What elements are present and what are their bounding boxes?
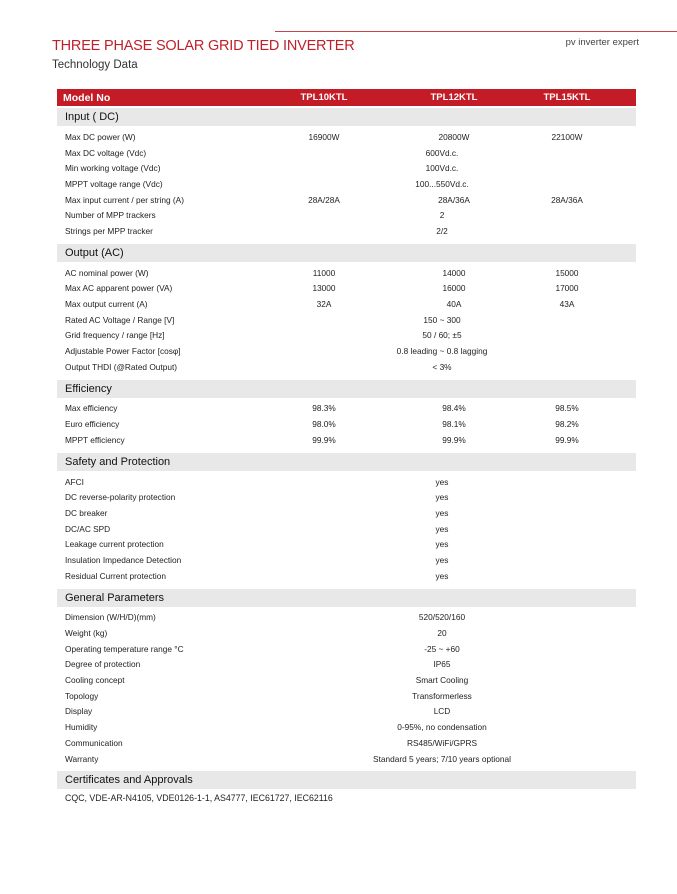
- cell-value: 17000: [555, 283, 579, 294]
- row-label: DC reverse-polarity protection: [65, 492, 176, 503]
- document-title: THREE PHASE SOLAR GRID TIED INVERTER: [52, 38, 355, 54]
- cell-value-shared: 2/2: [436, 225, 448, 236]
- table-row: [57, 281, 636, 297]
- cell-value-shared: -25 ~ +60: [424, 643, 460, 654]
- row-label: Max efficiency: [65, 403, 118, 414]
- table-row: [57, 265, 636, 281]
- row-label: Max output current (A): [65, 299, 148, 310]
- cell-value-shared: Transformerless: [412, 690, 472, 701]
- cell-value: 32A: [316, 299, 332, 310]
- spec-table: [57, 89, 636, 807]
- cell-value-shared: 100...550Vd.c.: [415, 178, 469, 189]
- row-label: DC breaker: [65, 507, 108, 518]
- cell-value: 98.5%: [555, 403, 579, 414]
- row-label: Max input current / per string (A): [65, 194, 184, 205]
- cell-value: 14000: [442, 267, 466, 278]
- cell-value: 28A/36A: [551, 194, 583, 205]
- cell-value-shared: RS485/WiFi/GPRS: [406, 737, 478, 748]
- cell-value: 28A/28A: [308, 194, 340, 205]
- table-row: [57, 719, 636, 735]
- table-row: [57, 536, 636, 552]
- table-row: [57, 505, 636, 521]
- row-label: Display: [65, 706, 93, 717]
- cell-value: 98.0%: [312, 419, 336, 430]
- cell-value-shared: 50 / 60; ±5: [422, 330, 462, 341]
- row-label: Insulation Impedance Detection: [65, 554, 182, 565]
- table-row: [57, 672, 636, 688]
- row-label: Weight (kg): [65, 628, 108, 639]
- cell-value-shared: 0.8 leading ~ 0.8 lagging: [396, 346, 488, 357]
- table-row: [57, 751, 636, 767]
- cell-value: 16900W: [308, 131, 340, 142]
- table-row: [57, 328, 636, 344]
- cell-value-shared: yes: [435, 539, 449, 550]
- certificates-list: CQC, VDE-AR-N4105, VDE0126-1-1, AS4777, IEC61727, IEC62116: [65, 793, 333, 804]
- table-row: [57, 688, 636, 704]
- row-label: Communication: [65, 737, 123, 748]
- table-row: [57, 568, 636, 584]
- table-row: [57, 343, 636, 359]
- cell-value: 15000: [555, 267, 579, 278]
- cell-value-shared: yes: [435, 523, 449, 534]
- row-label: MPPT voltage range (Vdc): [65, 178, 163, 189]
- column-header-tpl12ktl: TPL12KTL: [430, 92, 478, 103]
- row-label: Output THDI (@Rated Output): [65, 361, 178, 372]
- cell-value-shared: Standard 5 years; 7/10 years optional: [373, 753, 511, 764]
- row-label: Operating temperature range °C: [65, 643, 184, 654]
- cell-value: 40A: [446, 299, 462, 310]
- document-subtitle: Technology Data: [52, 59, 138, 71]
- row-label: Humidity: [65, 722, 98, 733]
- cell-value-shared: 150 ~ 300: [423, 314, 461, 325]
- column-header-tpl15ktl: TPL15KTL: [543, 92, 591, 103]
- section-header: Certificates and Approvals: [57, 771, 636, 789]
- table-row: [57, 145, 636, 161]
- row-label: Number of MPP trackers: [65, 210, 156, 221]
- table-row: [57, 176, 636, 192]
- cell-value-shared: yes: [435, 492, 449, 503]
- table-row: [57, 704, 636, 720]
- row-label: Max DC power (W): [65, 131, 136, 142]
- cell-value-shared: 2: [439, 210, 445, 221]
- row-label: Rated AC Voltage / Range [V]: [65, 314, 175, 325]
- section-header: Efficiency: [57, 380, 636, 398]
- cell-value-shared: LCD: [433, 706, 451, 717]
- row-label: Max AC apparent power (VA): [65, 283, 173, 294]
- row-label: Euro efficiency: [65, 419, 120, 430]
- cell-value-shared: < 3%: [432, 361, 452, 372]
- section-rows: [57, 398, 636, 451]
- section-header: Input ( DC): [57, 108, 636, 126]
- row-label: Cooling concept: [65, 675, 125, 686]
- section-rows: [57, 607, 636, 770]
- column-header-tpl10ktl: TPL10KTL: [300, 92, 348, 103]
- cell-value: 16000: [442, 283, 466, 294]
- row-label: Leakage current protection: [65, 539, 164, 550]
- cell-value: 98.2%: [555, 419, 579, 430]
- cell-value-shared: IP65: [433, 659, 451, 670]
- row-label: DC/AC SPD: [65, 523, 111, 534]
- cell-value-shared: Smart Cooling: [415, 675, 469, 686]
- table-row: [57, 416, 636, 432]
- cell-value-shared: yes: [435, 570, 449, 581]
- section-rows: [57, 126, 636, 242]
- table-row: [57, 474, 636, 490]
- table-row: [57, 521, 636, 537]
- table-row: [57, 312, 636, 328]
- cell-value-shared: yes: [435, 554, 449, 565]
- section-header: Output (AC): [57, 244, 636, 262]
- table-header: [57, 89, 636, 106]
- row-label: Residual Current protection: [65, 570, 166, 581]
- cell-value: 98.3%: [312, 403, 336, 414]
- header-rule: [275, 31, 677, 32]
- table-row: [57, 552, 636, 568]
- cell-value-shared: 600Vd.c.: [425, 147, 459, 158]
- row-label: Grid frequency / range [Hz]: [65, 330, 165, 341]
- cell-value: 98.4%: [442, 403, 466, 414]
- cell-value: 11000: [312, 267, 336, 278]
- table-row: [57, 359, 636, 375]
- table-row: [57, 735, 636, 751]
- section-header: General Parameters: [57, 589, 636, 607]
- cell-value: 28A/36A: [438, 194, 470, 205]
- row-label: AC nominal power (W): [65, 267, 149, 278]
- cell-value: 22100W: [551, 131, 583, 142]
- cell-value: 13000: [312, 283, 336, 294]
- cell-value-shared: 0-95%, no condensation: [397, 722, 487, 733]
- table-row: [57, 657, 636, 673]
- cell-value: 43A: [559, 299, 575, 310]
- table-row: [57, 129, 636, 145]
- row-label: Topology: [65, 690, 99, 701]
- cell-value-shared: 520/520/160: [418, 612, 466, 623]
- cell-value: 99.9%: [555, 434, 579, 445]
- table-row: [57, 296, 636, 312]
- section-header: Safety and Protection: [57, 453, 636, 471]
- table-row: [57, 625, 636, 641]
- cell-value-shared: 20: [437, 628, 447, 639]
- row-label: Adjustable Power Factor [cosφ]: [65, 346, 181, 357]
- row-label: Warranty: [65, 753, 99, 764]
- table-row: [57, 610, 636, 626]
- table-row: [57, 401, 636, 417]
- cell-value: 98.1%: [442, 419, 466, 430]
- row-label: Strings per MPP tracker: [65, 225, 153, 236]
- cell-value: 20800W: [438, 131, 470, 142]
- row-label: Max DC voltage (Vdc): [65, 147, 147, 158]
- cell-value: 99.9%: [442, 434, 466, 445]
- column-header-model: Model No: [63, 91, 111, 104]
- section-rows: [57, 471, 636, 587]
- table-row: [57, 207, 636, 223]
- cell-value-shared: 100Vd.c.: [425, 163, 459, 174]
- table-row: [57, 641, 636, 657]
- row-label: MPPT efficiency: [65, 434, 125, 445]
- cell-value: 99.9%: [312, 434, 336, 445]
- row-label: Degree of protection: [65, 659, 141, 670]
- table-row: [57, 223, 636, 239]
- table-row: [57, 432, 636, 448]
- cell-value-shared: yes: [435, 476, 449, 487]
- row-label: Min working voltage (Vdc): [65, 163, 161, 174]
- spec-sections: [57, 108, 636, 769]
- section-rows: [57, 262, 636, 378]
- table-row: [57, 192, 636, 208]
- brand-tagline: pv inverter expert: [565, 37, 639, 48]
- table-row: [57, 160, 636, 176]
- table-row: [57, 489, 636, 505]
- row-label: Dimension (W/H/D)(mm): [65, 612, 156, 623]
- row-label: AFCI: [65, 476, 84, 487]
- cell-value-shared: yes: [435, 507, 449, 518]
